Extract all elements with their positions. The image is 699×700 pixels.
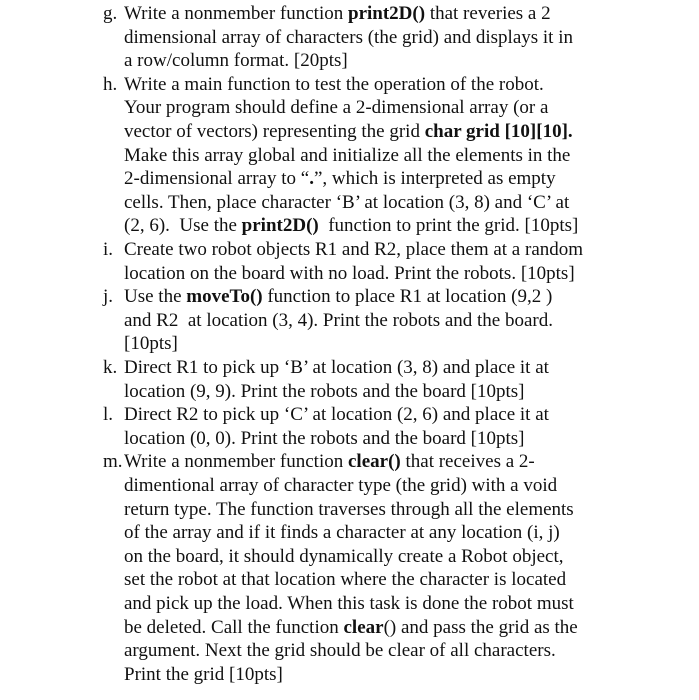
text-line — [124, 474, 557, 498]
text-line — [124, 498, 574, 522]
text-line — [124, 663, 283, 687]
item-marker: m. — [103, 451, 123, 473]
text-line — [124, 545, 564, 569]
text-line — [124, 144, 570, 168]
text-segment: dimensional array of characters (the grid) and displays it in — [124, 26, 573, 48]
text-line — [124, 403, 549, 427]
bold-term: print2D() — [241, 215, 319, 237]
text-segment: location on the board with no load. Print the robots. [10pts] — [124, 262, 575, 284]
text-line — [124, 120, 573, 144]
bold-term: print2D() — [348, 3, 426, 24]
text-segment: Write a main function to test the operation of the robot. — [124, 73, 544, 95]
text-line — [124, 450, 535, 474]
text-line — [124, 49, 348, 73]
bold-term: clear() — [348, 451, 401, 473]
text-segment: set the robot at that location where the character is located — [124, 569, 567, 591]
text-segment: [10pts] — [124, 333, 178, 355]
text-line — [124, 309, 553, 333]
text-segment: 2-dimensional array to “ — [124, 168, 310, 190]
text-line — [124, 427, 525, 451]
text-segment: Print the grid [10pts] — [124, 663, 283, 685]
text-segment: ”, which is interpreted as empty — [313, 168, 556, 190]
text-segment: Create two robot objects R1 and R2, place them at a random — [124, 239, 584, 260]
text-line — [124, 73, 544, 97]
text-segment: Use the — [124, 286, 187, 308]
text-line — [124, 285, 552, 309]
text-segment: vector of vectors) representing the grid — [124, 121, 425, 142]
text-line — [124, 26, 573, 50]
bold-term: . — [309, 168, 314, 190]
item-marker: l. — [103, 404, 114, 426]
text-segment: Direct R2 to pick up ‘C’ at location (2, 6) and place it at — [124, 404, 549, 426]
text-segment: () and pass the grid as the — [383, 616, 578, 638]
item-marker: i. — [103, 239, 114, 260]
text-segment: cells. Then, place character ‘B’ at location (3, 8) and ‘C’ at — [124, 191, 570, 213]
text-segment: (2, 6). Use the — [124, 215, 242, 237]
text-line — [124, 332, 178, 356]
text-line — [124, 521, 560, 545]
text-segment: location (0, 0). Print the robots and the board [10pts] — [124, 427, 525, 449]
text-segment: function to place R1 at location (9,2 ) — [262, 286, 553, 308]
text-segment: Write a nonmember function — [124, 3, 348, 24]
text-segment: of the array and if it finds a character at any location (i, j) — [124, 522, 560, 544]
text-segment: Direct R1 to pick up ‘B’ at location (3, 8) and place it at — [124, 357, 549, 378]
text-segment: and pick up the load. When this task is done the robot must — [124, 593, 574, 614]
text-line — [124, 616, 578, 640]
text-segment: be deleted. Call the function — [124, 616, 344, 638]
text-segment: return type. The function traverses through all the elements — [124, 498, 574, 520]
text-segment: Make this array global and initialize all the elements in the — [124, 144, 571, 166]
text-segment: dimentional array of character type (the grid) with a void — [124, 475, 558, 496]
text-line — [124, 639, 556, 663]
bold-term: moveTo() — [186, 286, 263, 308]
text-line — [124, 380, 525, 404]
item-marker: k. — [103, 357, 118, 378]
bold-term: clear — [343, 616, 384, 638]
text-segment: function to print the grid. [10pts] — [318, 215, 579, 237]
text-line — [124, 568, 566, 592]
item-marker: g. — [103, 3, 118, 24]
text-segment: location (9, 9). Print the robots and the board [10pts] — [124, 380, 525, 402]
text-line — [124, 592, 574, 616]
text-segment: on the board, it should dynamically create a Robot object, — [124, 545, 564, 567]
text-segment: that reveries a 2 — [425, 3, 551, 24]
bold-term: char grid [10][10]. — [424, 121, 573, 142]
item-marker: j. — [103, 286, 114, 308]
item-marker: h. — [103, 73, 118, 95]
text-segment: argument. Next the grid should be clear of all characters. — [124, 640, 556, 662]
text-line — [124, 191, 569, 215]
text-segment: a row/column format. [20pts] — [124, 50, 348, 72]
text-line — [124, 356, 549, 380]
text-segment: Your program should define a 2-dimensional array (or a — [124, 97, 549, 119]
text-segment: and R2 at location (3, 4). Print the robots and the board. — [124, 309, 553, 331]
text-line — [124, 238, 583, 262]
text-line — [124, 2, 551, 26]
text-line — [124, 167, 556, 191]
text-line — [124, 214, 578, 238]
text-line — [124, 96, 548, 120]
text-segment: that receives a 2- — [400, 451, 535, 473]
text-line — [124, 262, 575, 286]
text-segment: Write a nonmember function — [124, 451, 348, 473]
